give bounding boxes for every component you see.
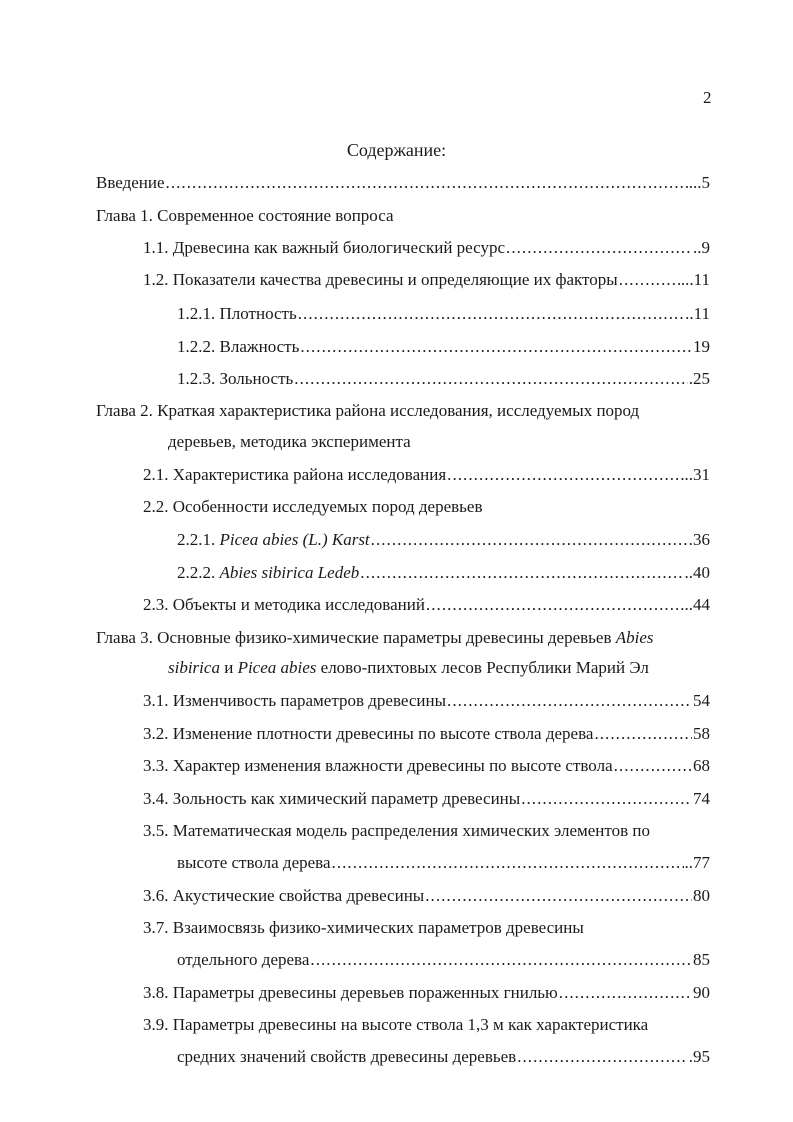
toc-chapter-2-line-2: деревьев, методика эксперимента bbox=[168, 432, 411, 451]
entry-page: .25 bbox=[688, 369, 710, 388]
leader-dots bbox=[166, 171, 688, 195]
entry-page: ...11 bbox=[680, 270, 710, 289]
entry-page: ..11 bbox=[685, 304, 710, 323]
entry-label: 3.6. Акустические свойства древесины bbox=[143, 886, 425, 905]
toc-entry-1-2-1 bbox=[177, 302, 710, 326]
leader-dots bbox=[506, 236, 692, 260]
toc-chapter-1: Глава 1. Современное состояние вопроса bbox=[96, 206, 394, 225]
species-name: Picea abies bbox=[237, 658, 317, 677]
toc-entry-intro bbox=[96, 171, 710, 195]
leader-dots bbox=[594, 722, 692, 746]
entry-label: высоте ствола дерева bbox=[177, 853, 331, 872]
toc-chapter-3-line-2 bbox=[168, 656, 649, 680]
entry-page: ..40 bbox=[684, 563, 710, 582]
species-name: Abies bbox=[615, 628, 654, 647]
leader-dots bbox=[300, 335, 692, 359]
entry-page: 36 bbox=[693, 530, 710, 549]
leader-dots bbox=[294, 367, 687, 391]
entry-label: 1.2.1. Плотность bbox=[177, 304, 297, 323]
entry-page: 80 bbox=[693, 886, 710, 905]
species-name: sibirica bbox=[168, 658, 220, 677]
toc-entry-2-2: 2.2. Особенности исследуемых пород деревьев bbox=[143, 497, 483, 516]
entry-page: ..77 bbox=[684, 853, 710, 872]
leader-dots bbox=[447, 689, 692, 713]
entry-label bbox=[177, 561, 359, 585]
toc-entry-3-7-line-2 bbox=[177, 948, 710, 972]
leader-dots bbox=[425, 884, 692, 908]
entry-page: 58 bbox=[693, 724, 710, 743]
entry-page: 85 bbox=[693, 950, 710, 969]
entry-page: 90 bbox=[693, 983, 710, 1002]
toc-chapter-2-line-1: Глава 2. Краткая характеристика района исследования, исследуемых пород bbox=[96, 401, 640, 420]
toc-entry-3-3 bbox=[143, 754, 710, 778]
toc-entry-3-2 bbox=[143, 722, 710, 746]
leader-dots bbox=[614, 754, 692, 778]
entry-label: 2.1. Характеристика района исследования bbox=[143, 465, 447, 484]
entry-page: ..9 bbox=[693, 238, 710, 257]
entry-label bbox=[177, 528, 370, 552]
toc-entry-3-5-line-1: 3.5. Математическая модель распределения химических элементов по bbox=[143, 821, 650, 840]
entry-label: 3.1. Изменчивость параметров древесины bbox=[143, 691, 447, 710]
toc-entry-3-7-line-1: 3.7. Взаимосвязь физико-химических параметров древесины bbox=[143, 918, 584, 937]
entry-label: Введение bbox=[96, 173, 165, 192]
species-name: Picea abies (L.) Karst bbox=[219, 530, 370, 549]
leader-dots bbox=[298, 302, 684, 326]
entry-page: .95 bbox=[688, 1047, 710, 1066]
toc-entry-3-5-line-2 bbox=[177, 851, 710, 875]
toc-entry-1-2-2 bbox=[177, 335, 710, 359]
toc-entry-3-9-line-2 bbox=[177, 1045, 710, 1069]
toc-entry-3-8 bbox=[143, 981, 710, 1005]
entry-page: 19 bbox=[693, 337, 710, 356]
leader-dots bbox=[332, 851, 684, 875]
toc-entry-2-1 bbox=[143, 463, 710, 487]
leader-dots bbox=[559, 981, 692, 1005]
entry-label: отдельного дерева bbox=[177, 950, 310, 969]
toc-entry-3-9-line-1: 3.9. Параметры древесины на высоте ствола 1,3 м как характеристика bbox=[143, 1015, 649, 1034]
toc-entry-2-2-2 bbox=[177, 561, 710, 585]
entry-number: 2.2.1. bbox=[177, 530, 216, 549]
leader-dots bbox=[310, 948, 692, 972]
entry-label: 3.3. Характер изменения влажности древесины по высоте ствола bbox=[143, 756, 613, 775]
toc-entry-3-1 bbox=[143, 689, 710, 713]
entry-label: 3.4. Зольность как химический параметр древесины bbox=[143, 789, 521, 808]
entry-label: 2.3. Объекты и методика исследований bbox=[143, 595, 425, 614]
toc-entry-2-3 bbox=[143, 593, 710, 617]
toc-title: Содержание: bbox=[346, 140, 447, 160]
leader-dots bbox=[371, 528, 692, 552]
leader-dots bbox=[517, 1045, 688, 1069]
entry-label: 1.2.2. Влажность bbox=[177, 337, 300, 356]
entry-page: 68 bbox=[693, 756, 710, 775]
page-number: 2 bbox=[703, 88, 712, 107]
leader-dots bbox=[426, 593, 679, 617]
leader-dots bbox=[360, 561, 683, 585]
entry-label: 1.2. Показатели качества древесины и определяющие их факторы bbox=[143, 270, 618, 289]
toc-chapter-3-line-1 bbox=[96, 626, 654, 650]
leader-dots bbox=[619, 268, 680, 292]
entry-page: 54 bbox=[693, 691, 710, 710]
entry-label: средних значений свойств древесины деревьев bbox=[177, 1047, 517, 1066]
entry-page: 74 bbox=[693, 789, 710, 808]
toc-entry-2-2-1 bbox=[177, 528, 710, 552]
entry-label: 3.2. Изменение плотности древесины по высоте ствола дерева bbox=[143, 724, 594, 743]
toc-entry-1-1 bbox=[143, 236, 710, 260]
entry-page: ...5 bbox=[688, 173, 710, 192]
entry-page: ...44 bbox=[680, 595, 710, 614]
toc-entry-1-2-3 bbox=[177, 367, 710, 391]
leader-dots bbox=[447, 463, 683, 487]
entry-label: 1.2.3. Зольность bbox=[177, 369, 294, 388]
toc-entry-3-4 bbox=[143, 787, 710, 811]
toc-entry-1-2 bbox=[143, 268, 710, 292]
species-name: Abies sibirica Ledeb bbox=[219, 563, 360, 582]
entry-page: ..31 bbox=[684, 465, 710, 484]
chapter-text: елово-пихтовых лесов Республики Марий Эл bbox=[316, 658, 649, 677]
entry-label: 1.1. Древесина как важный биологический ресурс bbox=[143, 238, 506, 257]
conjunction: и bbox=[219, 658, 238, 677]
leader-dots bbox=[521, 787, 692, 811]
toc-entry-3-6 bbox=[143, 884, 710, 908]
entry-number: 2.2.2. bbox=[177, 563, 216, 582]
entry-label: 3.8. Параметры древесины деревьев пораженных гнилью bbox=[143, 983, 558, 1002]
chapter-text: Глава 3. Основные физико-химические параметры древесины деревьев bbox=[96, 628, 612, 647]
